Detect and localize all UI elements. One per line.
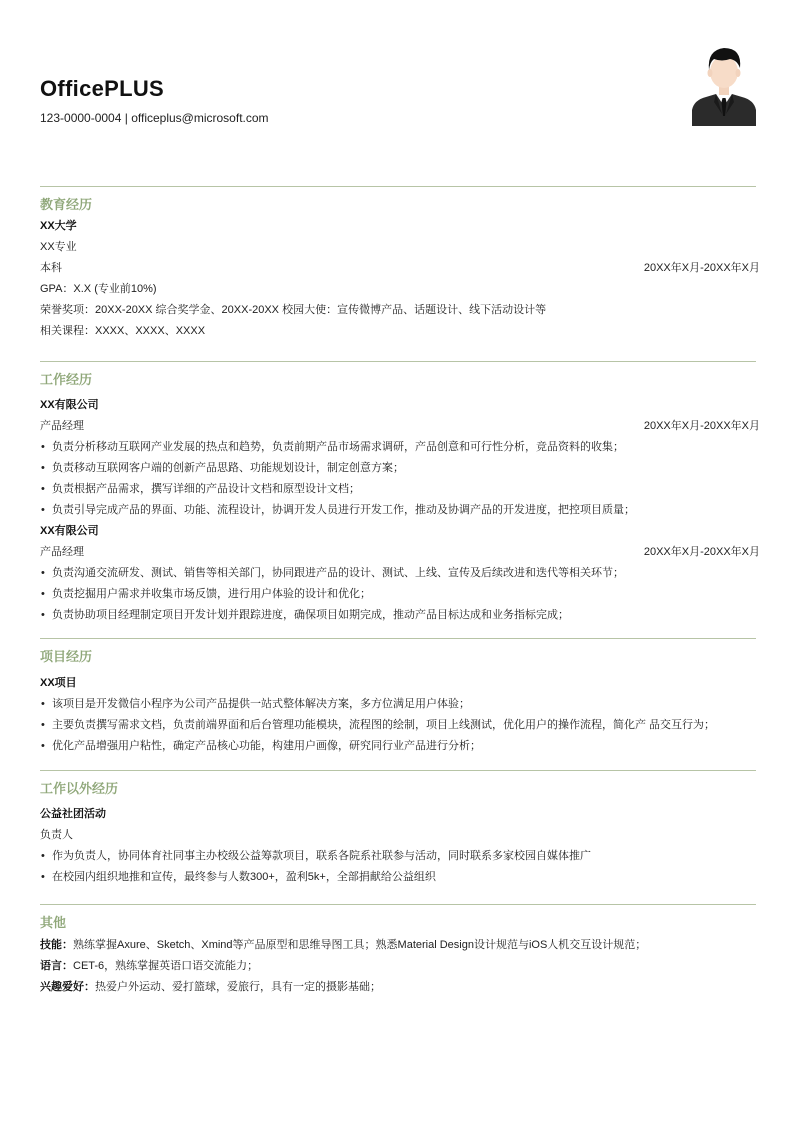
job-role-row	[40, 416, 760, 437]
courses: 相关课程：XXXX、XXXX、XXXX	[40, 325, 206, 337]
section-divider	[40, 361, 756, 362]
job-bullet: • 负责协助项目经理制定项目开发计划并跟踪进度，确保项目如期完成，推动产品目标达成和业务指标完成；	[40, 605, 756, 626]
project-name: XX项目	[40, 677, 77, 689]
job-date: 20XX年X月-20XX年X月	[643, 420, 760, 432]
hobbies-value: 热爱户外运动、爱打篮球，爱旅行，具有一定的摄影基础；	[95, 981, 381, 993]
extra-section	[40, 770, 756, 888]
section-divider	[40, 638, 756, 639]
section-title: 项目经历	[40, 649, 93, 664]
section-divider	[40, 904, 756, 905]
section-title: 工作以外经历	[40, 781, 119, 796]
projects-section	[40, 638, 756, 757]
school-name: XX大学	[40, 220, 77, 232]
section-divider	[40, 186, 756, 187]
project-bullet: • 该项目是开发微信小程序为公司产品提供一站式整体解决方案，多方位满足用户体验；	[40, 694, 756, 715]
skills-value: 熟练掌握Axure、Sketch、Xmind等产品原型和思维导图工具；熟悉Material Design设计规范与iOS人机交互设计规范；	[73, 939, 647, 951]
extra-bullet: • 在校园内组织地推和宣传，最终参与人数300+，盈利5k+，全部捐献给公益组织	[40, 867, 756, 888]
honors: 荣誉奖项：20XX-20XX 综合奖学金、20XX-20XX 校园大使：宣传微博产品、话题设计、线下活动设计等	[40, 304, 547, 316]
avatar-icon	[692, 42, 756, 126]
section-title: 教育经历	[40, 197, 93, 212]
org-role: 负责人	[40, 829, 73, 841]
job-bullet: • 负责沟通交流研发、测试、销售等相关部门，协同跟进产品的设计、测试、上线、宣传及后续改进和迭代等相关环节；	[40, 563, 756, 584]
education-date: 20XX年X月-20XX年X月	[643, 262, 760, 274]
org-name: 公益社团活动	[40, 808, 106, 820]
gpa: GPA：X.X (专业前10%)	[40, 283, 157, 295]
company-name: XX有限公司	[40, 525, 99, 537]
language-label: 语言：	[40, 960, 73, 972]
language-value: CET-6，熟练掌握英语口语交流能力；	[73, 960, 259, 972]
degree: 本科	[40, 262, 62, 274]
section-title: 工作经历	[40, 372, 93, 387]
project-bullet: • 优化产品增强用户粘性，确定产品核心功能，构建用户画像，研究同行业产品进行分析；	[40, 736, 756, 757]
section-divider	[40, 770, 756, 771]
job-role: 产品经理	[40, 546, 84, 558]
work-section	[40, 361, 760, 626]
job-bullet: • 负责根据产品需求，撰写详细的产品设计文档和原型设计文档；	[40, 479, 756, 500]
job-date: 20XX年X月-20XX年X月	[643, 546, 760, 558]
job-role: 产品经理	[40, 420, 84, 432]
education-section	[40, 186, 760, 342]
job-bullet: • 负责挖掘用户需求并收集市场反馈，进行用户体验的设计和优化；	[40, 584, 756, 605]
hobbies-row	[40, 977, 756, 998]
job-bullet: • 负责分析移动互联网产业发展的热点和趋势，负责前期产品市场需求调研，产品创意和可行性分析，竞品资料的收集；	[40, 437, 756, 458]
job-bullet: • 负责引导完成产品的界面、功能、流程设计，协调开发人员进行开发工作，推动及协调产品的开发进度，把控项目质量；	[40, 500, 756, 521]
candidate-name: OfficePLUS	[40, 76, 165, 101]
skills-label: 技能：	[40, 939, 73, 951]
project-bullet: • 主要负责撰写需求文档，负责前端界面和后台管理功能模块，流程图的绘制，项目上线测试，优化用户的操作流程，简化产 品交互行为；	[40, 715, 756, 736]
job-role-row	[40, 542, 760, 563]
language-row	[40, 956, 756, 977]
contact-info: 123-0000-0004 | officeplus@microsoft.com	[40, 111, 269, 125]
skills-row	[40, 935, 756, 956]
hobbies-label: 兴趣爱好：	[40, 981, 95, 993]
major: XX专业	[40, 241, 77, 253]
company-name: XX有限公司	[40, 399, 99, 411]
extra-bullet: • 作为负责人，协同体育社同事主办校级公益筹款项目，联系各院系社联参与活动，同时联系多家校园自媒体推广	[40, 846, 756, 867]
job-bullet: • 负责移动互联网客户端的创新产品思路、功能规划设计，制定创意方案；	[40, 458, 756, 479]
section-title: 其他	[40, 915, 67, 930]
other-section	[40, 904, 756, 998]
degree-row	[40, 258, 760, 279]
